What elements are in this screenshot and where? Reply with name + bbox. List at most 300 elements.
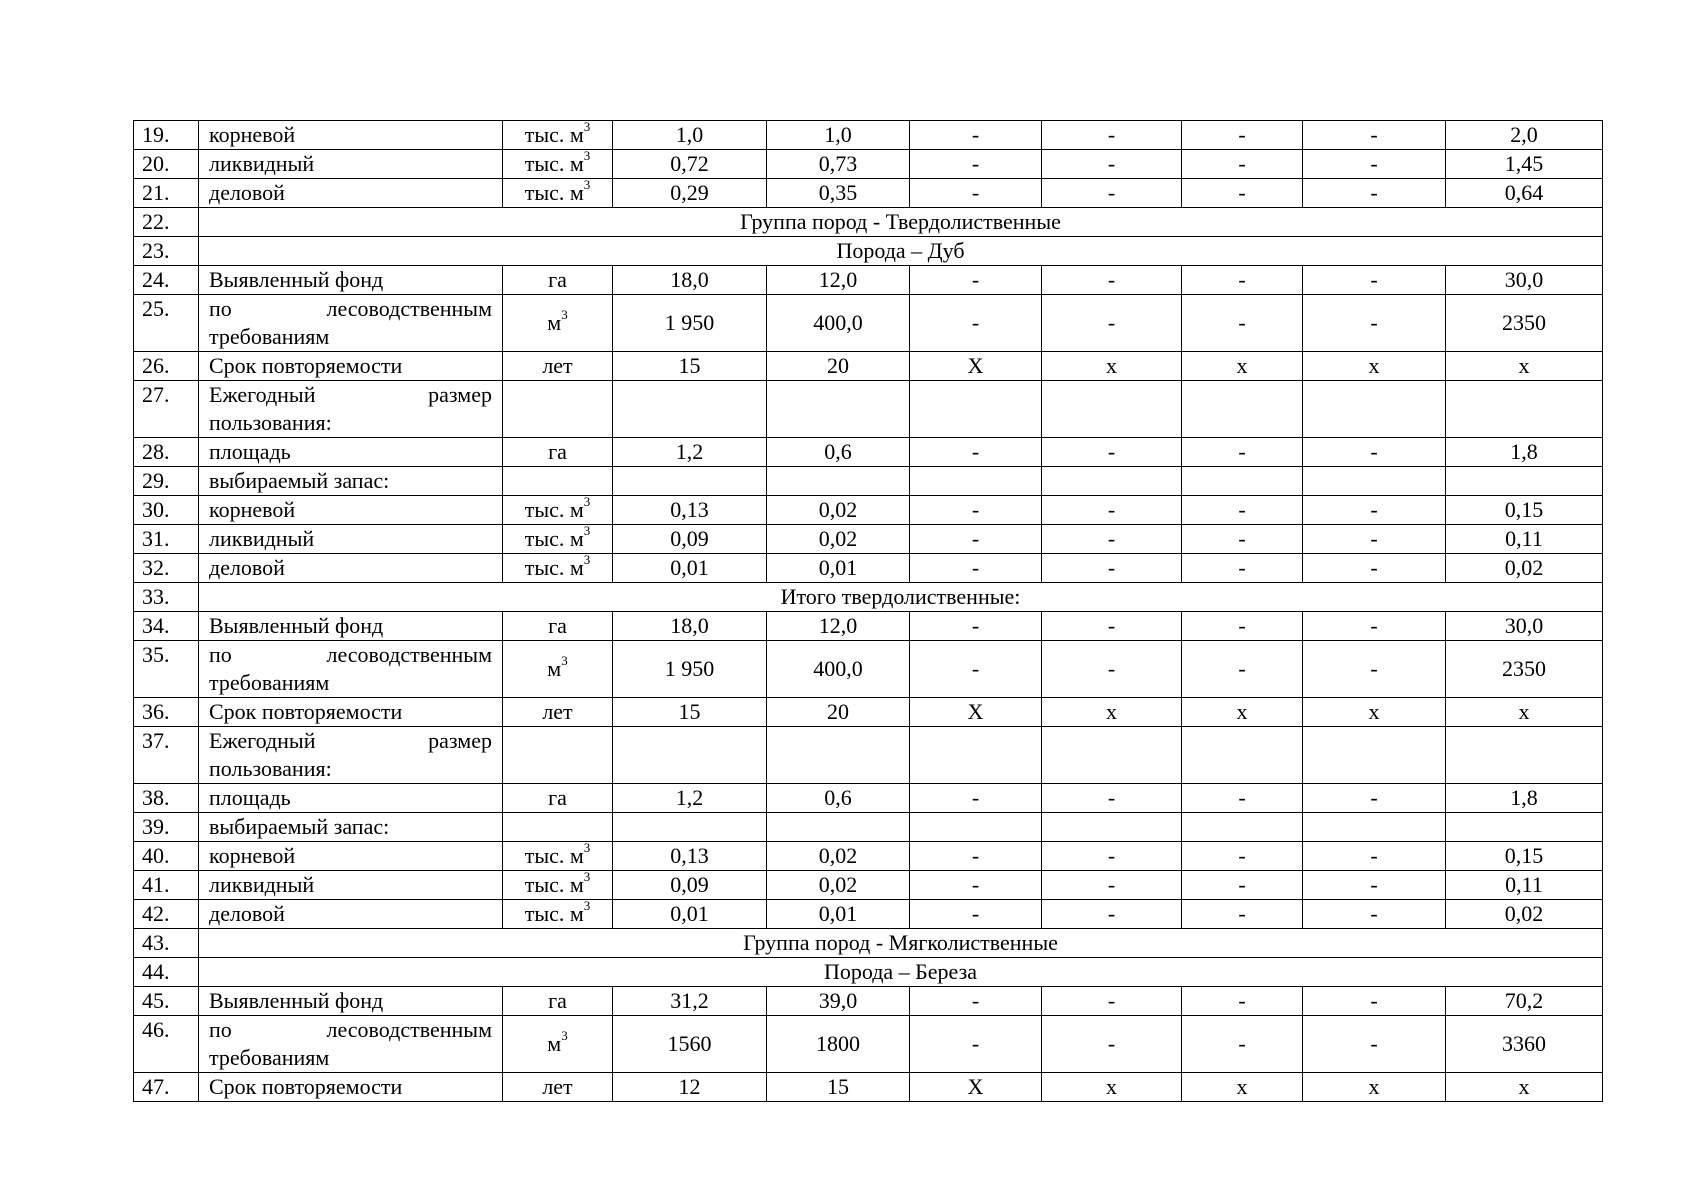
value-cell: 39,0: [767, 987, 910, 1016]
table-row: [134, 1016, 1603, 1073]
table-row: [134, 1073, 1603, 1102]
unit-exponent: 3: [583, 899, 591, 913]
value-cell: 2350: [1446, 641, 1603, 698]
value-cell: Х: [910, 698, 1042, 727]
indicator-name: деловой: [199, 554, 503, 583]
value-cell: [1042, 381, 1182, 438]
value-cell: -: [1182, 295, 1303, 352]
value-cell: -: [1182, 842, 1303, 871]
indicator-name: корневой: [199, 121, 503, 150]
unit-cell: [503, 467, 613, 496]
unit-text: тыс. м: [524, 151, 584, 176]
value-cell: 0,6: [767, 438, 910, 467]
indicator-name: Выявленный фонд: [199, 612, 503, 641]
unit-exponent: 3: [561, 652, 568, 668]
indicator-name: по лесоводственным требованиям: [199, 1016, 503, 1073]
value-cell: 15: [767, 1073, 910, 1102]
value-cell: -: [1042, 871, 1182, 900]
row-number: 23.: [134, 237, 199, 266]
value-cell: 1,0: [767, 121, 910, 150]
row-number: 29.: [134, 467, 199, 496]
value-cell: 15: [613, 698, 767, 727]
indicator-name: корневой: [199, 842, 503, 871]
row-number: 24.: [134, 266, 199, 295]
value-cell: -: [1042, 842, 1182, 871]
value-cell: -: [910, 179, 1042, 208]
unit-cell: [503, 295, 613, 352]
value-cell: 12,0: [767, 266, 910, 295]
value-cell: 0,35: [767, 179, 910, 208]
section-title: Порода – Береза: [199, 958, 1603, 987]
value-cell: -: [1303, 641, 1446, 698]
value-cell: 0,73: [767, 150, 910, 179]
unit-text: га: [548, 613, 567, 638]
value-cell: -: [1303, 438, 1446, 467]
table-row: [134, 612, 1603, 641]
section-title: Группа пород - Твердолиственные: [199, 208, 1603, 237]
value-cell: -: [910, 496, 1042, 525]
value-cell: -: [1182, 179, 1303, 208]
table-row: [134, 698, 1603, 727]
row-number: 36.: [134, 698, 199, 727]
value-cell: -: [910, 641, 1042, 698]
unit-text: тыс. м: [524, 497, 584, 522]
value-cell: [1042, 467, 1182, 496]
value-cell: -: [910, 1016, 1042, 1073]
value-cell: [1446, 467, 1603, 496]
value-cell: [613, 813, 767, 842]
value-cell: 0,02: [1446, 900, 1603, 929]
indicator-name: площадь: [199, 438, 503, 467]
row-number: 34.: [134, 612, 199, 641]
unit-text: м: [547, 1031, 562, 1056]
value-cell: -: [910, 121, 1042, 150]
value-cell: -: [1042, 641, 1182, 698]
unit-cell: [503, 150, 613, 179]
value-cell: 0,01: [613, 900, 767, 929]
row-number: 28.: [134, 438, 199, 467]
value-cell: [1303, 813, 1446, 842]
value-cell: [613, 381, 767, 438]
unit-exponent: 3: [583, 841, 591, 855]
section-title: Группа пород - Мягколиственные: [199, 929, 1603, 958]
row-number: 46.: [134, 1016, 199, 1073]
value-cell: -: [1182, 266, 1303, 295]
table-row: [134, 554, 1603, 583]
section-row: [134, 208, 1603, 237]
section-row: [134, 929, 1603, 958]
table-row: [134, 121, 1603, 150]
value-cell: -: [1042, 295, 1182, 352]
value-cell: 400,0: [767, 295, 910, 352]
table-row: [134, 352, 1603, 381]
table-row: [134, 496, 1603, 525]
table-row: [134, 381, 1603, 438]
value-cell: 0,11: [1446, 525, 1603, 554]
value-cell: -: [1303, 1016, 1446, 1073]
value-cell: -: [1182, 871, 1303, 900]
value-cell: -: [1182, 496, 1303, 525]
unit-cell: [503, 352, 613, 381]
value-cell: 1 950: [613, 295, 767, 352]
indicator-name: Ежегодный размер пользования:: [199, 381, 503, 438]
value-cell: [1182, 727, 1303, 784]
value-cell: 3360: [1446, 1016, 1603, 1073]
value-cell: -: [1042, 266, 1182, 295]
value-cell: 0,72: [613, 150, 767, 179]
table-row: [134, 438, 1603, 467]
value-cell: -: [910, 987, 1042, 1016]
table-row: [134, 467, 1603, 496]
value-cell: 31,2: [613, 987, 767, 1016]
value-cell: -: [1303, 121, 1446, 150]
unit-exponent: 3: [583, 495, 591, 509]
value-cell: 12: [613, 1073, 767, 1102]
value-cell: х: [1446, 1073, 1603, 1102]
value-cell: -: [910, 554, 1042, 583]
indicator-name: Срок повторяемости: [199, 352, 503, 381]
unit-cell: [503, 1073, 613, 1102]
value-cell: 70,2: [1446, 987, 1603, 1016]
value-cell: 0,02: [767, 842, 910, 871]
value-cell: 1,8: [1446, 784, 1603, 813]
unit-exponent: 3: [583, 149, 591, 163]
section-row: [134, 237, 1603, 266]
unit-cell: [503, 641, 613, 698]
row-number: 44.: [134, 958, 199, 987]
table-row: [134, 784, 1603, 813]
indicator-name: корневой: [199, 496, 503, 525]
value-cell: -: [1303, 900, 1446, 929]
value-cell: -: [910, 150, 1042, 179]
unit-exponent: 3: [583, 870, 591, 884]
value-cell: -: [1303, 179, 1446, 208]
value-cell: -: [1042, 554, 1182, 583]
row-number: 25.: [134, 295, 199, 352]
indicator-name: ликвидный: [199, 871, 503, 900]
indicator-name: Выявленный фонд: [199, 987, 503, 1016]
value-cell: [767, 813, 910, 842]
indicator-name: деловой: [199, 900, 503, 929]
unit-text: га: [548, 988, 567, 1013]
unit-exponent: 3: [583, 120, 591, 134]
value-cell: х: [1182, 698, 1303, 727]
value-cell: -: [910, 295, 1042, 352]
table-row: [134, 295, 1603, 352]
value-cell: [1303, 727, 1446, 784]
value-cell: 1,2: [613, 784, 767, 813]
value-cell: [613, 467, 767, 496]
value-cell: -: [910, 612, 1042, 641]
value-cell: 0,02: [767, 871, 910, 900]
unit-text: тыс. м: [524, 555, 584, 580]
section-title: Итого твердолиственные:: [199, 583, 1603, 612]
row-number: 20.: [134, 150, 199, 179]
row-number: 45.: [134, 987, 199, 1016]
row-number: 26.: [134, 352, 199, 381]
value-cell: [1446, 813, 1603, 842]
value-cell: -: [1042, 784, 1182, 813]
value-cell: 0,09: [613, 871, 767, 900]
value-cell: -: [910, 871, 1042, 900]
indicator-name: Срок повторяемости: [199, 698, 503, 727]
unit-text: лет: [542, 353, 573, 378]
row-number: 41.: [134, 871, 199, 900]
value-cell: 30,0: [1446, 266, 1603, 295]
unit-cell: [503, 900, 613, 929]
row-number: 32.: [134, 554, 199, 583]
unit-cell: [503, 871, 613, 900]
unit-text: тыс. м: [524, 901, 584, 926]
value-cell: -: [1182, 438, 1303, 467]
value-cell: -: [910, 784, 1042, 813]
table-row: [134, 266, 1603, 295]
unit-cell: [503, 813, 613, 842]
value-cell: -: [910, 900, 1042, 929]
value-cell: 1,8: [1446, 438, 1603, 467]
value-cell: [910, 381, 1042, 438]
value-cell: -: [1042, 179, 1182, 208]
value-cell: 20: [767, 698, 910, 727]
forest-use-table: [133, 120, 1603, 1102]
value-cell: 0,6: [767, 784, 910, 813]
value-cell: Х: [910, 1073, 1042, 1102]
row-number: 19.: [134, 121, 199, 150]
value-cell: [1446, 381, 1603, 438]
value-cell: -: [1042, 496, 1182, 525]
unit-text: тыс. м: [524, 843, 584, 868]
unit-text: га: [548, 785, 567, 810]
row-number: 40.: [134, 842, 199, 871]
value-cell: [910, 727, 1042, 784]
value-cell: [613, 727, 767, 784]
section-row: [134, 958, 1603, 987]
value-cell: -: [910, 266, 1042, 295]
row-number: 37.: [134, 727, 199, 784]
unit-exponent: 3: [583, 178, 591, 192]
value-cell: 1,45: [1446, 150, 1603, 179]
unit-text: тыс. м: [524, 122, 584, 147]
unit-cell: [503, 612, 613, 641]
table-row: [134, 727, 1603, 784]
row-number: 43.: [134, 929, 199, 958]
value-cell: 0,29: [613, 179, 767, 208]
value-cell: -: [1303, 554, 1446, 583]
row-number: 22.: [134, 208, 199, 237]
value-cell: -: [1042, 438, 1182, 467]
unit-cell: [503, 496, 613, 525]
unit-cell: [503, 1016, 613, 1073]
row-number: 38.: [134, 784, 199, 813]
value-cell: 0,64: [1446, 179, 1603, 208]
value-cell: -: [1303, 266, 1446, 295]
value-cell: 0,01: [767, 554, 910, 583]
unit-text: м: [547, 310, 562, 335]
value-cell: -: [1303, 612, 1446, 641]
value-cell: х: [1303, 1073, 1446, 1102]
value-cell: -: [1303, 784, 1446, 813]
value-cell: -: [1042, 1016, 1182, 1073]
value-cell: 0,01: [613, 554, 767, 583]
value-cell: -: [1182, 900, 1303, 929]
value-cell: -: [1303, 496, 1446, 525]
table-row: [134, 871, 1603, 900]
value-cell: -: [1182, 612, 1303, 641]
section-row: [134, 583, 1603, 612]
value-cell: 1,0: [613, 121, 767, 150]
value-cell: 15: [613, 352, 767, 381]
table-row: [134, 150, 1603, 179]
value-cell: [767, 467, 910, 496]
row-number: 39.: [134, 813, 199, 842]
value-cell: 1 950: [613, 641, 767, 698]
value-cell: [1042, 727, 1182, 784]
value-cell: -: [1182, 150, 1303, 179]
indicator-name: по лесоводственным требованиям: [199, 641, 503, 698]
value-cell: 30,0: [1446, 612, 1603, 641]
value-cell: -: [1042, 121, 1182, 150]
value-cell: 20: [767, 352, 910, 381]
value-cell: 0,13: [613, 496, 767, 525]
unit-cell: [503, 179, 613, 208]
value-cell: -: [1182, 121, 1303, 150]
value-cell: 1800: [767, 1016, 910, 1073]
value-cell: -: [1303, 525, 1446, 554]
unit-cell: [503, 121, 613, 150]
unit-cell: [503, 987, 613, 1016]
value-cell: -: [1303, 150, 1446, 179]
value-cell: х: [1042, 352, 1182, 381]
value-cell: Х: [910, 352, 1042, 381]
indicator-name: по лесоводственным требованиям: [199, 295, 503, 352]
row-number: 30.: [134, 496, 199, 525]
unit-text: тыс. м: [524, 180, 584, 205]
unit-exponent: 3: [583, 524, 591, 538]
row-number: 27.: [134, 381, 199, 438]
unit-cell: [503, 438, 613, 467]
value-cell: -: [910, 438, 1042, 467]
value-cell: -: [1042, 987, 1182, 1016]
unit-exponent: 3: [583, 553, 591, 567]
table-row: [134, 987, 1603, 1016]
table-row: [134, 813, 1603, 842]
value-cell: 0,02: [1446, 554, 1603, 583]
value-cell: -: [1182, 784, 1303, 813]
value-cell: -: [1182, 554, 1303, 583]
unit-cell: [503, 727, 613, 784]
row-number: 47.: [134, 1073, 199, 1102]
value-cell: -: [1042, 612, 1182, 641]
value-cell: 12,0: [767, 612, 910, 641]
value-cell: [1182, 813, 1303, 842]
value-cell: [1303, 381, 1446, 438]
indicator-name: площадь: [199, 784, 503, 813]
unit-text: га: [548, 267, 567, 292]
indicator-name: выбираемый запас:: [199, 467, 503, 496]
value-cell: -: [1303, 842, 1446, 871]
indicator-name: Срок повторяемости: [199, 1073, 503, 1102]
unit-cell: [503, 784, 613, 813]
unit-text: тыс. м: [524, 526, 584, 551]
value-cell: -: [1182, 641, 1303, 698]
indicator-name: Ежегодный размер пользования:: [199, 727, 503, 784]
indicator-name: ликвидный: [199, 525, 503, 554]
unit-cell: [503, 381, 613, 438]
row-number: 33.: [134, 583, 199, 612]
unit-exponent: 3: [561, 306, 568, 322]
unit-text: лет: [542, 699, 573, 724]
table-row: [134, 842, 1603, 871]
row-number: 35.: [134, 641, 199, 698]
section-title: Порода – Дуб: [199, 237, 1603, 266]
value-cell: х: [1042, 1073, 1182, 1102]
value-cell: [910, 467, 1042, 496]
value-cell: 18,0: [613, 612, 767, 641]
value-cell: [1182, 467, 1303, 496]
value-cell: 0,15: [1446, 842, 1603, 871]
unit-cell: [503, 525, 613, 554]
value-cell: х: [1303, 352, 1446, 381]
value-cell: 1,2: [613, 438, 767, 467]
value-cell: -: [1182, 525, 1303, 554]
value-cell: 18,0: [613, 266, 767, 295]
value-cell: [767, 381, 910, 438]
row-number: 42.: [134, 900, 199, 929]
unit-cell: [503, 554, 613, 583]
value-cell: -: [1042, 900, 1182, 929]
indicator-name: деловой: [199, 179, 503, 208]
value-cell: х: [1446, 352, 1603, 381]
value-cell: -: [910, 842, 1042, 871]
indicator-name: Выявленный фонд: [199, 266, 503, 295]
value-cell: 0,13: [613, 842, 767, 871]
value-cell: х: [1042, 698, 1182, 727]
unit-cell: [503, 698, 613, 727]
unit-text: м: [547, 656, 562, 681]
value-cell: 2350: [1446, 295, 1603, 352]
unit-exponent: 3: [561, 1027, 568, 1043]
unit-cell: [503, 842, 613, 871]
value-cell: 0,09: [613, 525, 767, 554]
value-cell: х: [1446, 698, 1603, 727]
value-cell: -: [1182, 987, 1303, 1016]
value-cell: 400,0: [767, 641, 910, 698]
value-cell: 0,02: [767, 496, 910, 525]
value-cell: -: [1182, 1016, 1303, 1073]
value-cell: -: [1303, 295, 1446, 352]
value-cell: 0,01: [767, 900, 910, 929]
value-cell: -: [1303, 987, 1446, 1016]
indicator-name: ликвидный: [199, 150, 503, 179]
row-number: 31.: [134, 525, 199, 554]
value-cell: [1446, 727, 1603, 784]
value-cell: [1182, 381, 1303, 438]
unit-text: лет: [542, 1074, 573, 1099]
value-cell: [1303, 467, 1446, 496]
unit-text: га: [548, 439, 567, 464]
unit-cell: [503, 266, 613, 295]
value-cell: [910, 813, 1042, 842]
value-cell: -: [910, 525, 1042, 554]
row-number: 21.: [134, 179, 199, 208]
indicator-name: выбираемый запас:: [199, 813, 503, 842]
table-row: [134, 525, 1603, 554]
value-cell: -: [1042, 525, 1182, 554]
value-cell: х: [1303, 698, 1446, 727]
table-row: [134, 641, 1603, 698]
unit-text: тыс. м: [524, 872, 584, 897]
value-cell: -: [1042, 150, 1182, 179]
